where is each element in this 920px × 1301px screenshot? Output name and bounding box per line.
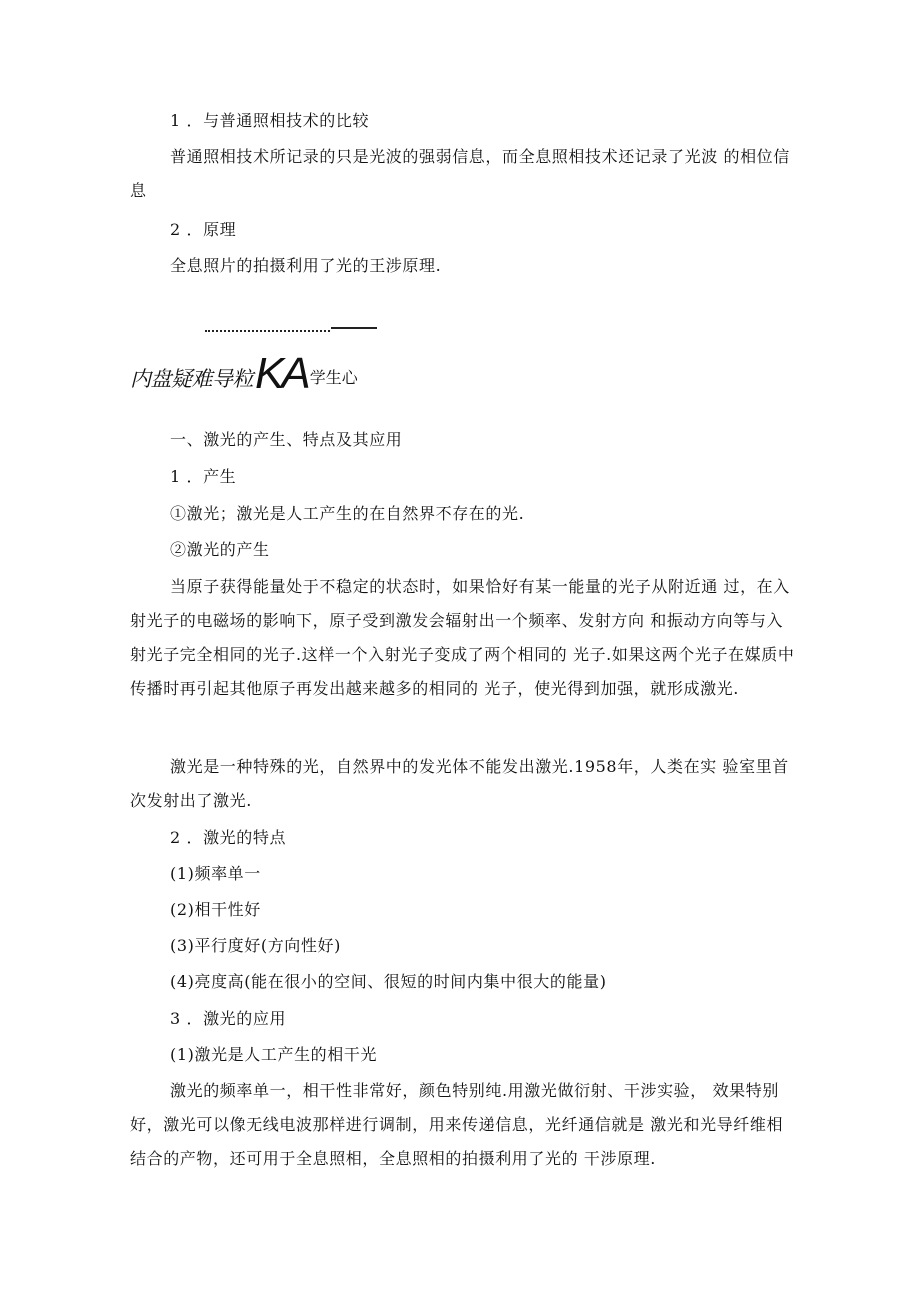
heading-applications: 3 ．激光的应用 xyxy=(170,1009,287,1028)
section-heading-laser: 一、激光的产生、特点及其应用 xyxy=(170,430,403,449)
banner-title: 内盘疑难导粒 xyxy=(130,367,253,391)
feature-1: (1)频率单一 xyxy=(170,864,261,883)
paragraph-history xyxy=(130,750,795,818)
banner-solid-rule xyxy=(331,327,377,329)
banner-logo-letters: KA xyxy=(255,349,308,398)
banner-tail: 学生心 xyxy=(309,368,358,387)
paragraph-production-text: 当原子获得能量处于不稳定的状态时，如果恰好有某一能量的光子从附近通 过，在入射光子的电磁场的影响下，原子受到激发会辐射出一个频率、发射方向 和振动方向等与入射光子完全相同的光子.这样一个入射光子变成了两个相同的 光子.如果这两个光子在媒质中传播时再引起其他原子再发出越来越多的相同的 光子，使光得到加强，就形成激光. xyxy=(130,577,795,698)
application-1: (1)激光是人工产生的相干光 xyxy=(170,1045,378,1064)
paragraph-history-text: 激光是一种特殊的光，自然界中的发光体不能发出激光.1958年，人类在实 验室里首次发射出了激光. xyxy=(130,757,789,810)
item-laser-production: ②激光的产生 xyxy=(170,540,270,559)
paragraph-principle: 全息照片的拍摄利用了光的王涉原理. xyxy=(170,256,442,275)
heading-principle: 2 ．原理 xyxy=(170,220,237,239)
paragraph-production xyxy=(130,570,795,706)
section-banner xyxy=(130,349,358,398)
heading-features: 2 ．激光的特点 xyxy=(170,828,287,847)
heading-comparison: 1 ．与普通照相技术的比较 xyxy=(170,111,370,130)
banner-dotted-rule xyxy=(205,318,330,332)
paragraph-applications xyxy=(130,1074,795,1176)
paragraph-applications-text: 激光的频率单一，相干性非常好，颜色特别纯.用激光做衍射、干涉实验， 效果特别好，激光可以像无线电波那样进行调制，用来传递信息，光纤通信就是 激光和光导纤维相结合的产物，还可用于全息照相，全息照相的拍摄利用了光的 干涉原理. xyxy=(130,1081,784,1168)
feature-3: (3)平行度好(方向性好) xyxy=(170,936,341,955)
feature-2: (2)相干性好 xyxy=(170,900,261,919)
paragraph-comparison xyxy=(130,140,795,208)
item-laser-definition: ①激光；激光是人工产生的在自然界不存在的光. xyxy=(170,504,525,523)
heading-production: 1 ．产生 xyxy=(170,467,237,486)
paragraph-comparison-text: 普通照相技术所记录的只是光波的强弱信息，而全息照相技术还记录了光波 的相位信息 xyxy=(130,147,790,200)
feature-4: (4)亮度高(能在很小的空间、很短的时间内集中很大的能量) xyxy=(170,972,607,991)
